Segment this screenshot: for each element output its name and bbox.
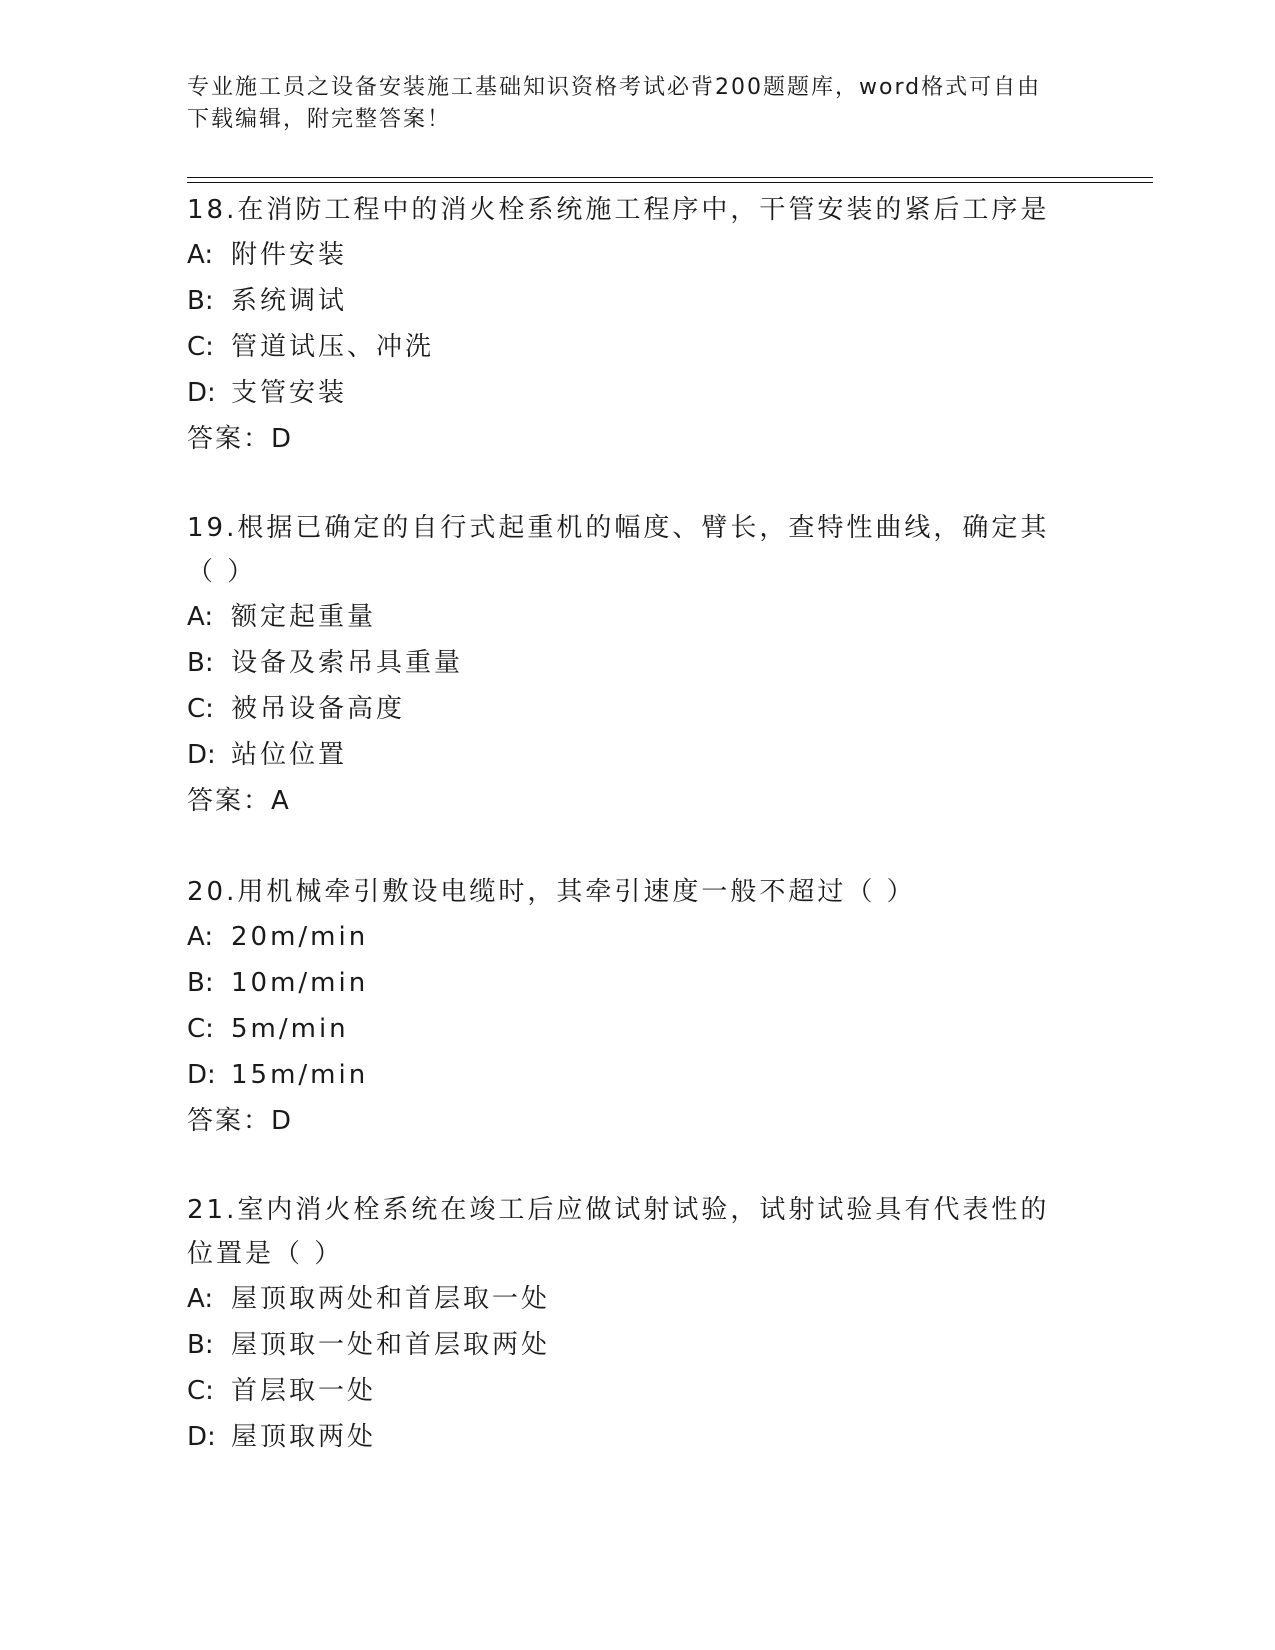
option-letter: C:: [187, 1376, 214, 1406]
option-letter: B:: [187, 1330, 214, 1360]
option-d: [187, 732, 1077, 778]
option-text: 10m/min: [231, 968, 369, 998]
option-a: [187, 914, 1077, 960]
option-letter: A:: [187, 240, 214, 270]
question-stem: 18.在消防工程中的消火栓系统施工程序中，干管安装的紧后工序是: [187, 195, 1050, 225]
option-c: [187, 1006, 1077, 1052]
option-text: 设备及索吊具重量: [231, 648, 464, 678]
option-text: 5m/min: [231, 1014, 349, 1044]
answer-line: 答案：D: [187, 424, 294, 454]
option-letter: C:: [187, 694, 214, 724]
option-text: 屋顶取一处和首层取两处: [231, 1330, 551, 1360]
option-text: 屋顶取两处和首层取一处: [231, 1284, 551, 1314]
option-b: [187, 278, 1077, 324]
option-letter: C:: [187, 1014, 214, 1044]
option-text: 站位位置: [231, 740, 348, 770]
option-letter: A:: [187, 602, 214, 632]
option-text: 附件安装: [231, 240, 348, 270]
option-letter: A:: [187, 1284, 214, 1314]
option-a: [187, 232, 1077, 278]
option-text: 15m/min: [231, 1060, 369, 1090]
option-text: 20m/min: [231, 922, 369, 952]
header-line-1: 专业施工员之设备安装施工基础知识资格考试必背200题题库，word格式可自由: [187, 75, 1042, 100]
option-text: 被吊设备高度: [231, 694, 406, 724]
answer-line: 答案：A: [187, 786, 291, 816]
header-divider-bottom: [187, 182, 1153, 183]
question-stem: 19.根据已确定的自行式起重机的幅度、臂长，查特性曲线，确定其（ ）: [187, 513, 1050, 587]
option-text: 支管安装: [231, 378, 348, 408]
option-text: 系统调试: [231, 286, 348, 316]
option-letter: D:: [187, 378, 216, 408]
option-b: [187, 1322, 1077, 1368]
option-text: 屋顶取两处: [231, 1422, 377, 1452]
option-b: [187, 640, 1077, 686]
option-c: [187, 686, 1077, 732]
option-a: [187, 1276, 1077, 1322]
option-letter: A:: [187, 922, 214, 952]
option-letter: B:: [187, 648, 214, 678]
option-letter: D:: [187, 740, 216, 770]
header-line-2: 下载编辑，附完整答案！: [187, 107, 452, 132]
option-d: [187, 1052, 1077, 1098]
option-d: [187, 370, 1077, 416]
option-c: [187, 1368, 1077, 1414]
option-letter: D:: [187, 1422, 216, 1452]
option-text: 管道试压、冲洗: [231, 332, 435, 362]
question-21: [187, 1188, 1077, 1460]
header-divider-top: [187, 177, 1153, 178]
question-stem: 20.用机械牵引敷设电缆时，其牵引速度一般不超过（ ）: [187, 877, 916, 907]
option-letter: C:: [187, 332, 214, 362]
question-stem: 21.室内消火栓系统在竣工后应做试射试验，试射试验具有代表性的位置是（ ）: [187, 1195, 1050, 1269]
answer-line: 答案：D: [187, 1106, 294, 1136]
option-letter: B:: [187, 968, 214, 998]
option-b: [187, 960, 1077, 1006]
option-c: [187, 324, 1077, 370]
document-header: [187, 72, 1067, 136]
option-d: [187, 1414, 1077, 1460]
option-letter: D:: [187, 1060, 216, 1090]
question-20: [187, 870, 1077, 1144]
question-18: [187, 188, 1077, 462]
option-letter: B:: [187, 286, 214, 316]
option-text: 首层取一处: [231, 1376, 377, 1406]
option-a: [187, 594, 1077, 640]
option-text: 额定起重量: [231, 602, 377, 632]
question-19: [187, 506, 1077, 824]
